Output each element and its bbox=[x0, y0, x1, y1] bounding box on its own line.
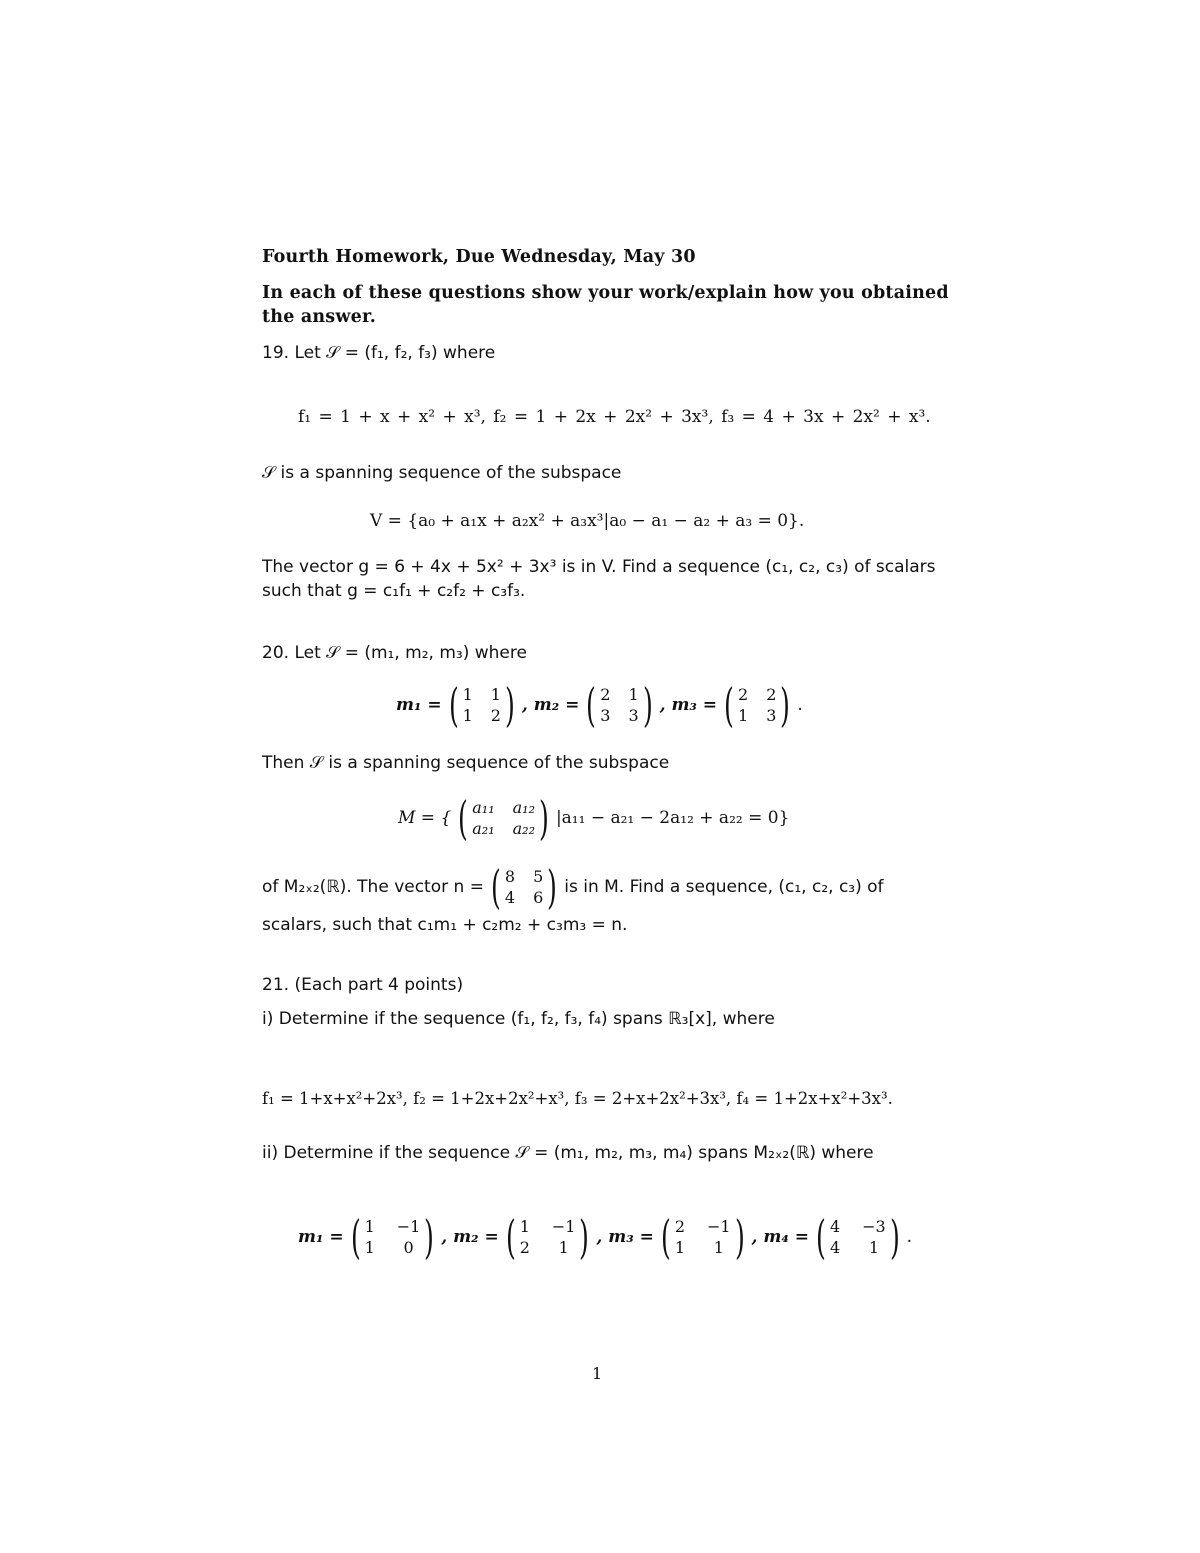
matrix-entry: a₂₂ bbox=[512, 819, 535, 838]
q20-m1-matrix: ( 1 1 1 2 ) bbox=[448, 678, 515, 732]
matrix-entry: 1 bbox=[364, 1238, 375, 1257]
instructions-line-1: In each of these questions show your work/explain how you obtained bbox=[262, 283, 949, 303]
page-number: 1 bbox=[592, 1364, 603, 1383]
matrix-entry: 2 bbox=[519, 1238, 530, 1257]
matrix-entry: 3 bbox=[600, 706, 611, 725]
q19-span-text: 𝒮 is a spanning sequence of the subspace bbox=[262, 463, 622, 483]
q21-part-ii: ii) Determine if the sequence 𝒮 = (m₁, m₂, m₃, m₄) spans M₂ₓ₂(ℝ) where bbox=[262, 1143, 874, 1163]
q20-subspace-M bbox=[398, 793, 789, 843]
matrix-entry: a₁₁ bbox=[472, 798, 495, 817]
q19-f1: f₁ = 1 + x + x² + x³, bbox=[298, 407, 486, 427]
matrix-entry: 2 bbox=[490, 706, 501, 725]
matrix-entry: 1 bbox=[519, 1217, 530, 1236]
matrix-entry: 2 bbox=[600, 685, 611, 704]
matrix-entry: 4 bbox=[829, 1217, 841, 1236]
instructions-line-2: the answer. bbox=[262, 307, 377, 327]
matrix-entry: 1 bbox=[674, 1238, 685, 1257]
q21-m2-label: , m₂ = bbox=[441, 1227, 499, 1247]
matrix-entry: a₁₂ bbox=[512, 798, 535, 817]
matrix-entry: 2 bbox=[674, 1217, 685, 1236]
q20-m3-label: , m₃ = bbox=[659, 695, 718, 715]
q20-matrix-row bbox=[396, 680, 803, 730]
q21-part-i: i) Determine if the sequence (f₁, f₂, f₃, f₄) spans ℝ₃[x], where bbox=[262, 1009, 775, 1029]
q19-polynomials bbox=[298, 406, 931, 428]
matrix-entry: 4 bbox=[829, 1238, 841, 1257]
matrix-entry: 1 bbox=[364, 1217, 375, 1236]
q20-m2-matrix: ( 2 1 3 3 ) bbox=[586, 678, 653, 732]
q20-n-after: is in M. Find a sequence, (c₁, c₂, c₃) of bbox=[564, 877, 884, 897]
matrix-entry: 1 bbox=[628, 685, 639, 704]
q21-f-line: f₁ = 1+x+x²+2x³, f₂ = 1+2x+2x²+x³, f₃ = 2+x+2x²+3x³, f₄ = 1+2x+x²+3x³. bbox=[262, 1089, 893, 1108]
matrix-entry: 1 bbox=[738, 706, 749, 725]
q20-M-condition: |a₁₁ − a₂₁ − 2a₁₂ + a₂₂ = 0} bbox=[555, 808, 790, 828]
q20-M-label: M = { bbox=[398, 808, 452, 828]
matrix-entry: 2 bbox=[738, 685, 749, 704]
q19-f2: f₂ = 1 + 2x + 2x² + 3x³, bbox=[493, 407, 714, 427]
q19-intro: 19. Let 𝒮 = (f₁, f₂, f₃) where bbox=[262, 343, 496, 363]
q20-n-matrix: ( 8 5 4 6 ) bbox=[490, 860, 558, 914]
matrix-entry: 1 bbox=[462, 685, 473, 704]
matrix-entry: 1 bbox=[868, 1238, 880, 1257]
q21-m1-matrix: ( 1 −1 1 0 ) bbox=[350, 1210, 435, 1264]
q19-f3: f₃ = 4 + 3x + 2x² + x³. bbox=[721, 407, 931, 427]
matrix-entry: 4 bbox=[504, 888, 516, 907]
q20-intro: 20. Let 𝒮 = (m₁, m₂, m₃) where bbox=[262, 643, 527, 663]
matrix-entry: −1 bbox=[551, 1217, 576, 1236]
q20-M-matrix: ( a₁₁ a₁₂ a₂₁ a₂₂ ) bbox=[458, 791, 549, 845]
q19-subspace-V: V = {a₀ + a₁x + a₂x² + a₃x³|a₀ − a₁ − a₂ + a₃ = 0}. bbox=[370, 511, 805, 531]
matrix-entry: −3 bbox=[862, 1217, 886, 1236]
matrix-entry: 1 bbox=[462, 706, 473, 725]
matrix-entry: 8 bbox=[504, 867, 516, 886]
q20-scalars-line: scalars, such that c₁m₁ + c₂m₂ + c₃m₃ = n. bbox=[262, 915, 628, 935]
matrix-entry: a₂₁ bbox=[472, 819, 495, 838]
q20-m3-matrix: ( 2 2 1 3 ) bbox=[724, 678, 791, 732]
q21-m4-matrix: ( 4 −3 4 1 ) bbox=[816, 1210, 900, 1264]
matrix-entry: 0 bbox=[403, 1238, 414, 1257]
q20-n-line bbox=[262, 862, 884, 912]
q21-m1-label: m₁ = bbox=[298, 1227, 344, 1247]
matrix-entry: 2 bbox=[766, 685, 777, 704]
matrix-entry: 3 bbox=[766, 706, 777, 725]
matrix-entry: 3 bbox=[628, 706, 639, 725]
page-title: Fourth Homework, Due Wednesday, May 30 bbox=[262, 247, 696, 267]
matrix-entry: 1 bbox=[558, 1238, 569, 1257]
q21-m4-label: , m₄ = bbox=[751, 1227, 809, 1247]
matrix-entry: 1 bbox=[713, 1238, 724, 1257]
matrix-entry: −1 bbox=[396, 1217, 421, 1236]
q21-m2-matrix: ( 1 −1 2 1 ) bbox=[505, 1210, 590, 1264]
q21-intro: 21. (Each part 4 points) bbox=[262, 975, 464, 995]
q20-m2-label: , m₂ = bbox=[521, 695, 580, 715]
q21-m3-matrix: ( 2 −1 1 1 ) bbox=[660, 1210, 745, 1264]
q20-m1-label: m₁ = bbox=[396, 695, 442, 715]
matrix-entry: −1 bbox=[707, 1217, 731, 1236]
q19-such-line: such that g = c₁f₁ + c₂f₂ + c₃f₃. bbox=[262, 581, 526, 601]
q20-m-end: . bbox=[797, 695, 803, 715]
matrix-entry: 5 bbox=[533, 867, 544, 886]
q20-of-text: of M₂ₓ₂(ℝ). The vector n = bbox=[262, 877, 484, 897]
q21-m-end: . bbox=[906, 1227, 913, 1247]
q21-m3-label: , m₃ = bbox=[596, 1227, 654, 1247]
q20-span-text: Then 𝒮 is a spanning sequence of the subspace bbox=[262, 753, 670, 773]
matrix-entry: 6 bbox=[533, 888, 544, 907]
matrix-entry: 1 bbox=[490, 685, 501, 704]
q19-vector-line: The vector g = 6 + 4x + 5x² + 3x³ is in V. Find a sequence (c₁, c₂, c₃) of scalars bbox=[262, 557, 936, 577]
q21-matrix-row bbox=[298, 1212, 912, 1262]
